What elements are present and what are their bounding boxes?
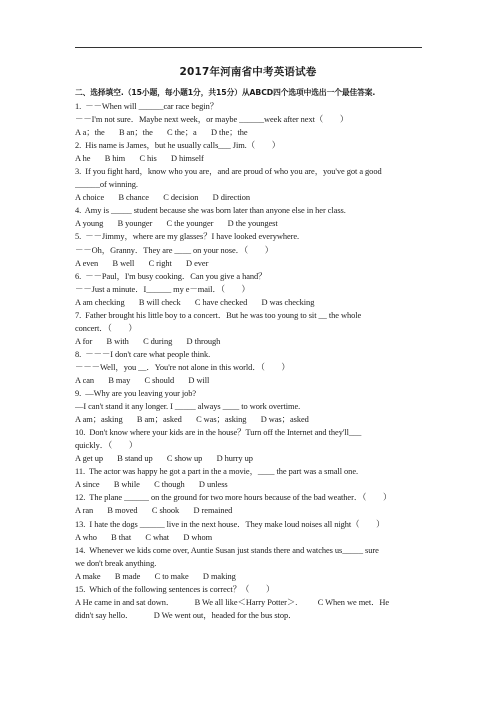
answer-options: A even B well C right D ever — [75, 258, 209, 268]
question-line: didn't say hello． D We went out，headed for the bus stop． — [75, 610, 297, 620]
question-line: 9. —Why are you leaving your job? — [75, 389, 197, 399]
answer-options: A am；asking B am；asked C was；asking D was；asked — [75, 415, 309, 425]
question-line: 5. －－Jimmy，where are my glasses？I have looked everywhere. — [75, 232, 300, 242]
header-rule — [75, 47, 422, 48]
page-title: 2017年河南省中考英语试卷 — [179, 66, 317, 78]
question-line: 13. I hate the dogs ______ live in the next house．They make loud noises all night（ ） — [75, 519, 385, 529]
question-line: 8. －－－I don't care what people think. — [75, 349, 211, 359]
answer-options: A for B with C during D through — [75, 336, 221, 346]
answer-options: A he B him C his D himself — [75, 154, 204, 164]
question-list — [75, 100, 427, 622]
answer-options: A since B while C though D unless — [75, 480, 228, 490]
answer-options: A am checking B will check C have checked D was checking — [75, 297, 315, 307]
question-line: －－Oh，Granny．They are ____ on your nose．（ ） — [75, 245, 274, 255]
question-line: 11. The actor was happy he got a part in the a movie，____ the part was a small one. — [75, 467, 359, 477]
question-line: —I can't stand it any longer. I _____ always ____ to work overtime. — [75, 402, 301, 412]
question-section — [75, 87, 427, 622]
question-line: 4. Amy is _____ student because she was born later than anyone else in her class. — [75, 206, 346, 216]
question-line: －－－Well，you __．You're not alone in this world．（ ） — [75, 362, 290, 372]
question-line: ______of winning. — [75, 180, 138, 190]
question-line: 14. Whenever we kids come over, Auntie Susan just stands there and watches us_____ sure — [75, 545, 379, 555]
answer-options: A ran B moved C shook D remained — [75, 506, 233, 516]
answer-options: A He came in and sat down． B We all like＜Harry Potter＞. C When we met．He — [75, 597, 390, 607]
answer-options: A who B that C what D whom — [75, 532, 213, 542]
question-line: we don't break anything. — [75, 558, 157, 568]
question-line: 15. Which of the following sentences is correct？（ ） — [75, 584, 275, 594]
answer-options: A choice B chance C decision D direction — [75, 193, 251, 203]
question-line: 10. Don't know where your kids are in the house？Turn off the Internet and they'll___ — [75, 428, 362, 438]
answer-options: A make B made C to make D making — [75, 571, 236, 581]
question-line: 3. If you fight hard，know who you are，and are proud of who you are，you've got a good — [75, 167, 382, 177]
question-line: －－I'm not sure．Maybe next week，or maybe ______week after next（ ） — [75, 115, 349, 125]
question-line: 12. The plane ______ on the ground for two more hours because of the bad weather．（ ） — [75, 493, 392, 503]
answer-options: A young B younger C the younger D the youngest — [75, 219, 278, 229]
answer-options: A can B may C should D will — [75, 375, 210, 385]
answer-options: A get up B stand up C show up D hurry up — [75, 454, 253, 464]
answer-options: A a；the B an；the C the；a D the；the — [75, 128, 248, 138]
question-line: 7. Father brought his little boy to a concert．But he was too young to sit __ the whole — [75, 310, 362, 320]
question-line: 1. －－When will ______car race begin？ — [75, 102, 219, 111]
question-line: －－Just a minute．I______ my e－mail．（ ） — [75, 284, 250, 294]
question-line: quickly．（ ） — [75, 441, 138, 451]
question-line: concert．（ ） — [75, 323, 137, 333]
question-line: 2. His name is James，but he usually calls___ Jim.（ ） — [75, 141, 281, 151]
question-line: 6. －－Paul，I'm busy cooking．Can you give a hand？ — [75, 271, 267, 281]
section-heading: 二、选择填空.（15小题，每小题1分，共15分）从ABCD四个选项中选出一个最佳答案. — [75, 88, 376, 97]
